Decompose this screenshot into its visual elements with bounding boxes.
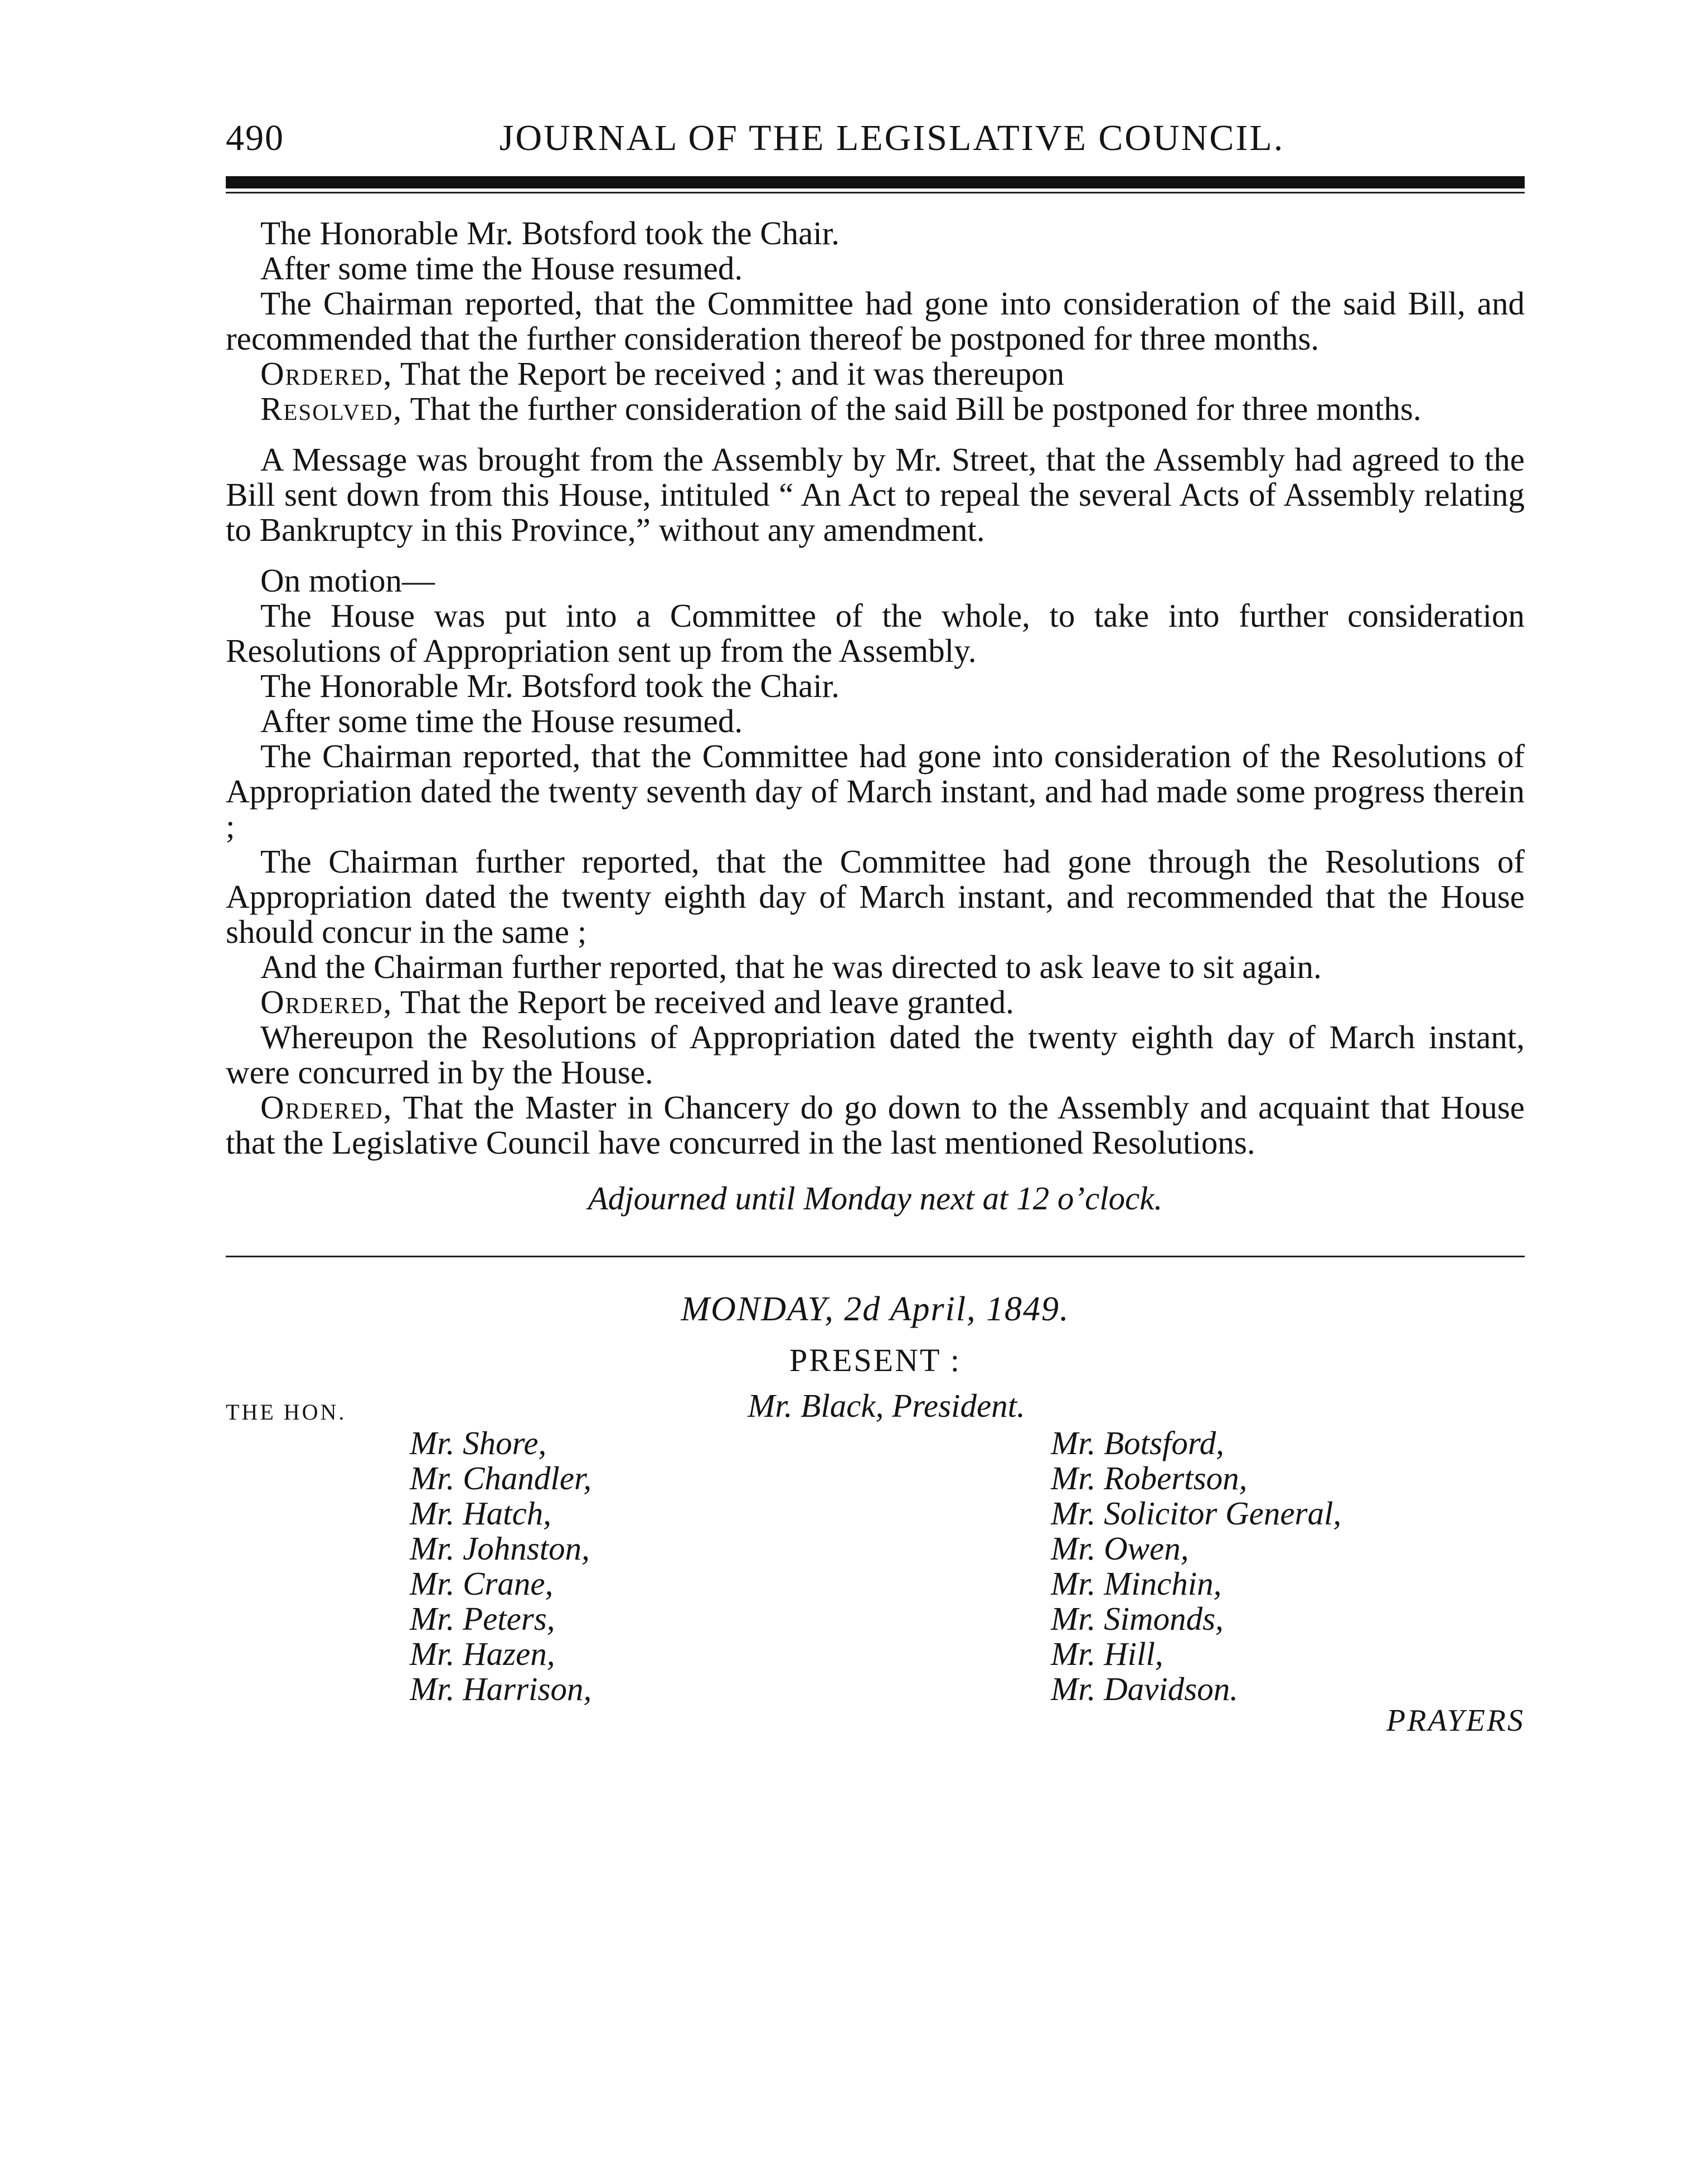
the-hon-label: THE HON. — [226, 1399, 347, 1425]
member-name: Mr. Solicitor General, — [1051, 1495, 1342, 1532]
member-name: Mr. Hazen, — [410, 1635, 555, 1672]
member-name: Mr. Peters, — [410, 1600, 555, 1637]
paragraph-text: On motion— — [260, 562, 435, 599]
member-name: Mr. Davidson. — [1051, 1670, 1238, 1707]
members-column-left — [410, 1426, 591, 1707]
paragraph — [226, 442, 1525, 548]
paragraph — [226, 1020, 1525, 1090]
paragraph-text: The Chairman reported, that the Committee had gone into consideration of the said Bill, and recommended that the further consideration thereof be postponed for three months. — [226, 285, 1525, 357]
paragraph — [226, 669, 1525, 704]
catchword: PRAYERS — [1386, 1703, 1525, 1738]
paragraph — [226, 704, 1525, 739]
member-name: Mr. Hatch, — [410, 1495, 552, 1532]
header-rule-thin — [226, 192, 1525, 193]
member-name: Mr. Owen, — [1051, 1530, 1189, 1567]
paragraph-text: That the Report be received ; and it was thereupon — [392, 355, 1065, 392]
member-name: Mr. Shore, — [410, 1425, 547, 1461]
member-name: Mr. Hill, — [1051, 1635, 1163, 1672]
paragraph — [226, 598, 1525, 669]
paragraph-text: Whereupon the Resolutions of Appropriation dated the twenty eighth day of March instant, were concurred in by the House. — [226, 1019, 1525, 1091]
paragraph-text: The Chairman reported, that the Committee had gone into consideration of the Resolutions of Appropriation dated the twenty seventh day of March instant, and had made some progress therein ; — [226, 738, 1525, 845]
paragraph-text: The Chairman further reported, that the Committee had gone through the Resolutions of Appropriation dated the twenty eighth day of March instant, and recommended that the House should concur in the same ; — [226, 843, 1525, 950]
paragraph-text: That the Report be received and leave granted. — [392, 984, 1014, 1020]
members-list — [226, 1425, 1525, 1738]
paragraph-lead-word: Ordered, — [260, 355, 393, 392]
member-name: Mr. Simonds, — [1051, 1600, 1224, 1637]
president-row — [226, 1387, 1525, 1426]
page-header — [226, 117, 1525, 173]
paragraph — [226, 950, 1525, 985]
paragraph-text: The House was put into a Committee of the whole, to take into further consideration Resolutions of Appropriation sent up from the Assembly. — [226, 597, 1525, 669]
member-name: Mr. Crane, — [410, 1565, 554, 1602]
paragraph-text: And the Chairman further reported, that he was directed to ask leave to sit again. — [260, 948, 1322, 985]
paragraph-text: The Honorable Mr. Botsford took the Chair. — [260, 667, 840, 704]
paragraph — [226, 251, 1525, 286]
proceedings-text — [226, 216, 1525, 1160]
member-name: Mr. Robertson, — [1051, 1460, 1248, 1497]
member-name: Mr. Minchin, — [1051, 1565, 1222, 1602]
paragraph-text: After some time the House resumed. — [260, 250, 743, 287]
paragraph-lead-word: Ordered, — [260, 984, 393, 1020]
paragraph — [226, 391, 1525, 427]
paragraph-text: A Message was brought from the Assembly by Mr. Street, that the Assembly had agreed to the Bill sent down from this House, intituled “ An Act to repeal the several Acts of Assembly relating to Bankruptcy in this Province,” without any amendment. — [226, 441, 1525, 548]
member-name: Mr. Johnston, — [410, 1530, 590, 1567]
paragraph — [226, 216, 1525, 251]
paragraph-text: The Honorable Mr. Botsford took the Chair. — [260, 215, 840, 251]
paragraph-text: That the further consideration of the said Bill be postponed for three months. — [402, 390, 1422, 427]
sitting-date: MONDAY, 2d April, 1849. — [681, 1290, 1070, 1328]
journal-page — [226, 117, 1525, 1738]
section-divider — [226, 1256, 1525, 1257]
paragraph — [226, 286, 1525, 356]
paragraph — [226, 739, 1525, 844]
running-title: JOURNAL OF THE LEGISLATIVE COUNCIL. — [499, 118, 1285, 158]
paragraph-text: That the Master in Chancery do go down to the Assembly and acquaint that House that the Legislative Council have concurred in the last mentioned Resolutions. — [226, 1089, 1525, 1161]
paragraph-lead-word: Ordered, — [260, 1089, 393, 1126]
members-column-right — [1051, 1426, 1341, 1707]
paragraph — [226, 356, 1525, 391]
member-name: Mr. Botsford, — [1051, 1425, 1224, 1461]
header-rule-thick — [226, 176, 1525, 188]
present-heading: PRESENT : — [789, 1342, 961, 1378]
president-name: Mr. Black, President. — [748, 1387, 1025, 1424]
paragraph-lead-word: Resolved, — [260, 390, 403, 427]
paragraph — [226, 563, 1525, 598]
paragraph — [226, 1090, 1525, 1160]
paragraph-text: After some time the House resumed. — [260, 703, 743, 739]
member-name: Mr. Chandler, — [410, 1460, 592, 1497]
member-name: Mr. Harrison, — [410, 1670, 592, 1707]
adjournment-line: Adjourned until Monday next at 12 o’clock. — [588, 1180, 1163, 1217]
paragraph — [226, 844, 1525, 950]
paragraph — [226, 985, 1525, 1020]
page-number: 490 — [226, 118, 284, 158]
